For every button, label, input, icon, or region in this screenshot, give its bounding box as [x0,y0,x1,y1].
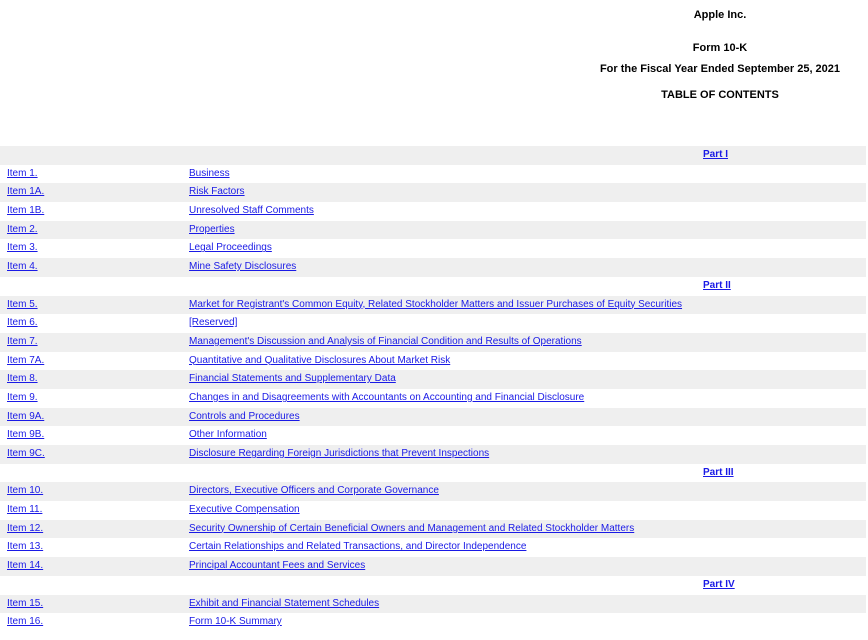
item-title-link[interactable]: Other Information [189,429,267,441]
toc-item-row [0,239,866,258]
item-number-link[interactable]: Item 8. [7,373,38,385]
item-number-link[interactable]: Item 3. [7,242,38,254]
toc-item-row [0,595,866,614]
item-title-link[interactable]: Changes in and Disagreements with Accountants on Accounting and Financial Disclosure [189,391,585,403]
toc-item-row [0,314,866,333]
document-header [0,0,868,140]
item-number-link[interactable]: Item 1. [7,167,38,179]
item-title-link[interactable]: Risk Factors [189,186,245,198]
toc-item-row [0,408,866,427]
item-number-link[interactable]: Item 16. [7,616,44,628]
item-title-link[interactable]: Security Ownership of Certain Beneficial Owners and Management and Related Stockholder Matters [189,522,635,534]
item-title-link[interactable]: Business [189,167,230,179]
item-number-link[interactable]: Item 2. [7,223,38,235]
toc-item-row [0,296,866,315]
item-title-link[interactable]: Certain Relationships and Related Transactions, and Director Independence [189,541,527,553]
item-number-link[interactable]: Item 12. [7,522,44,534]
toc-item-row [0,183,866,202]
item-number-link[interactable]: Item 4. [7,261,38,273]
part-heading-row [0,464,866,483]
part-link[interactable]: Part II [703,279,731,291]
item-title-link[interactable]: Financial Statements and Supplementary Data [189,373,396,385]
toc-item-row [0,501,866,520]
toc-item-row [0,445,866,464]
toc-item-row [0,258,866,277]
toc-item-row [0,426,866,445]
item-title-link[interactable]: Exhibit and Financial Statement Schedules [189,597,380,609]
part-heading-row [0,277,866,296]
company-name: Apple Inc. [693,9,747,21]
item-number-link[interactable]: Item 9C. [7,448,45,459]
item-title-link[interactable]: Quantitative and Qualitative Disclosures About Market Risk [189,354,451,366]
item-title-link[interactable]: Executive Compensation [189,504,300,516]
toc-item-row [0,538,866,557]
item-number-link[interactable]: Item 14. [7,560,44,572]
part-heading-row [0,146,866,165]
item-title-link[interactable]: Form 10-K Summary [189,616,282,628]
part-link[interactable]: Part IV [703,578,735,590]
item-title-link[interactable]: Management's Discussion and Analysis of Financial Condition and Results of Operations [189,335,582,347]
item-number-link[interactable]: Item 11. [7,504,43,516]
toc-item-row [0,352,866,371]
toc-item-row [0,202,866,221]
item-title-link[interactable]: Legal Proceedings [189,242,272,254]
item-number-link[interactable]: Item 10. [7,485,44,497]
item-title-link[interactable]: Unresolved Staff Comments [189,205,314,217]
part-link[interactable]: Part I [703,149,729,160]
item-number-link[interactable]: Item 5. [7,298,38,310]
item-title-link[interactable]: Market for Registrant's Common Equity, Related Stockholder Matters and Issuer Purchases of Equity Securities [189,298,683,310]
toc-item-row [0,221,866,240]
item-title-link[interactable]: [Reserved] [189,317,238,329]
item-title-link[interactable]: Properties [189,223,235,235]
toc-item-row [0,613,866,632]
item-number-link[interactable]: Item 15. [7,597,44,609]
item-title-link[interactable]: Disclosure Regarding Foreign Jurisdictions that Prevent Inspections [189,448,490,459]
part-heading-row [0,576,866,595]
toc-heading: TABLE OF CONTENTS [661,89,779,101]
item-number-link[interactable]: Item 9A. [7,410,45,422]
fiscal-year-line: For the Fiscal Year Ended September 25, 2021 [599,63,841,75]
toc-item-row [0,557,866,576]
item-title-link[interactable]: Principal Accountant Fees and Services [189,560,366,572]
item-number-link[interactable]: Item 1A. [7,186,45,198]
item-title-link[interactable]: Mine Safety Disclosures [189,261,297,273]
toc-item-row [0,389,866,408]
part-link[interactable]: Part III [703,466,734,478]
item-number-link[interactable]: Item 9B. [7,429,45,441]
item-number-link[interactable]: Item 9. [7,391,38,403]
form-type: Form 10-K [692,42,748,54]
item-title-link[interactable]: Directors, Executive Officers and Corporate Governance [189,485,439,497]
item-number-link[interactable]: Item 6. [7,317,38,329]
toc-item-row [0,333,866,352]
toc-item-row [0,482,866,501]
item-number-link[interactable]: Item 7A. [7,354,45,366]
toc-item-row [0,165,866,184]
item-number-link[interactable]: Item 13. [7,541,44,553]
item-number-link[interactable]: Item 1B. [7,205,45,217]
item-title-link[interactable]: Controls and Procedures [189,410,300,422]
toc-item-row [0,370,866,389]
toc-table [0,146,866,632]
toc-item-row [0,520,866,539]
item-number-link[interactable]: Item 7. [7,335,38,347]
